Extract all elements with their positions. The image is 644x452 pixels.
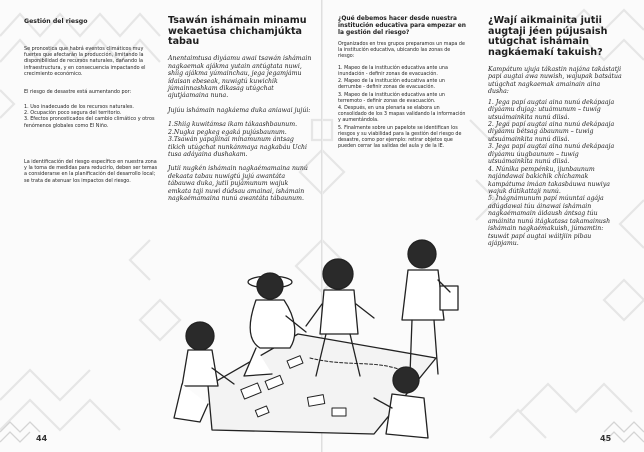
risk-management-heading: Gestión del riesgo (24, 18, 88, 25)
awajun-risk-title: Tsawán ishámain minamu wekaetúsa chichamjúkta tabau (168, 15, 307, 48)
risk-causes-list (24, 104, 160, 129)
awajun-cause-item: 2.Nugka pegkeg egaká pujúsbaunum. (168, 128, 287, 136)
risk-cause-item: 3. Efectos pronosticados del cambio climático y otros fenómenos globales como El Niño. (24, 116, 155, 129)
child-right-standing (402, 240, 458, 374)
awajun-cause-item: 1.Shiig kuwitámsa ikam tákaashbaunum. (168, 121, 298, 129)
mapping-steps-list (338, 66, 468, 151)
mapping-step-item: 1. Mapeo de la institución educativa ante una inundación - definir zonas de evacuación. (338, 65, 448, 77)
mapping-step-item: 5. Finalmente sobre un papelote se identifican los riesgos y su viabilidad para la gestión del riesgo de desastre, como por ejemplo: retirar objetos que pueden cerrar las salidas del aula y de la IE. (338, 125, 462, 150)
awajun-step-item: 2. Jega papí augtai aina nunú dekápaaja diyáamu bétsag ábaunum – tuwig utsuámainkita nunú diisá. (488, 121, 615, 143)
school-question-heading: ¿Qué debemos hacer desde nuestra institución educativa para empezar en la gestión del riesgo? (338, 16, 466, 36)
risk-cause-item: 1. Uso inadecuado de los recursos naturales. (24, 103, 134, 110)
mapping-step-item: 3. Mapeo de la institución educativa ante un terremoto - definir zonas de evacuación. (338, 92, 445, 104)
risk-cause-item: 2. Ocupación poco segura del territorio. (24, 110, 122, 117)
risk-increasing-paragraph: El riesgo de desastre está aumentando por: (24, 89, 132, 96)
awajun-groups-intro: Kampátum ujuja tákastin najána takástatji papi augtai awa nuwish, wajupak batsátua utúgchat nagkaemak amainain aina dusha: (488, 65, 622, 96)
risk-identification-paragraph: La identificación del riesgo específico en nuestra zona y la toma de medidas para reducirlo, deben ser temas a considerarse en la planificación del desarrollo local; se trata de atenuar los impactos del riesgo. (24, 158, 158, 184)
awajun-step-item: 1. Jega papí augtai aina nunú dekápaaja diyáamu dujag: utuámunum – tuwig utsuámainkita nunú diisá. (488, 98, 615, 121)
groups-intro-paragraph: Organizados en tres grupos preparamos un mapa de la institución educativa, ubicando las zonas de riesgo: (338, 41, 465, 60)
awajun-cause-item: 3.Tsawán yapajiinai mínamunum ántsag tikich utúgchat nunkánmaya nagkabáu Uchi tusa adáyaina dushakam. (168, 136, 308, 159)
awajun-paragraph-3: Jutii nugkén ishámain nagkaémamaina nunú dekaata tabau nuwigtú jujú awantáta tábauwa duka, jutii pujámunum wajuk emkata taji nuwi dúdsau amainai, ishámain nagkaémamaina nunú awantáta tábaunum. (168, 165, 308, 203)
left-page-number: 44 (36, 434, 48, 443)
mapping-step-item: 4. Después, en una plenaria se elabora un consolidado de los 3 mapas validando la información y aumentándola. (338, 106, 466, 124)
awajun-paragraph-1: Anentaimtusa diyáamu awai tsawán ishámain nagkaemak ajákma yutain antúgtata nuwi, shiig ajákma yúmainchau, jega jegamjámu ídaisan ebeseak, nuwigtú kuwichik júmainnashkam dikasag utúgchat ajutjáamaina nuna. (168, 55, 312, 100)
awajun-causes-list (168, 121, 313, 158)
awajun-paragraph-2: Jujúu ishámain nagkáema duka aniawai jujúi: (168, 106, 311, 114)
right-spanish-column (338, 16, 468, 152)
right-page-number: 45 (600, 434, 612, 443)
awajun-steps-list (488, 99, 623, 248)
climate-forecast-paragraph: Se pronostica que habrá eventos climáticos muy fuertes que afectarán la producción, limitando la disponibilidad de recursos naturales, dañando la infraestructura, y en consecuencia impactando el crecimiento económico. (24, 45, 146, 77)
awajun-step-item: 5. Inágnámunum papí múuntai agája adúgdawai túu áinawai ishámain nagkaémamain áidaush ántsag túu amáinita nunú itágkatasa takamainush ishámain nagkaémakuish, júmamtin: tsuwát papí augtai wáitjiin pibau ajápjamu. (488, 195, 611, 247)
children-mapping-illustration (160, 208, 490, 452)
mapping-step-item: 2. Mapeo de la institución educativa ante un derrumbe - definir zonas de evacuación. (338, 79, 445, 91)
left-spanish-column (24, 18, 160, 196)
left-awajun-column (168, 16, 313, 203)
awajun-question-title: ¿Wají aikmainita jutii augtaji jéen pújusaish utúgchat ishámain nagkáemakí takuish? (488, 15, 608, 59)
right-awajun-column (488, 16, 623, 247)
awajun-step-item: 4. Núnika pempénku, ijunbaunum najándawai bakichik chichamak kampátuma imáan takasbáuwa nuwiya wajuk dútikattaji nunú. (488, 165, 610, 195)
awajun-step-item: 3. Jega papí augtai aina nunú dekápaaja diyáamu úugbaunum – tuwig utsuámainkita nunú diisá. (488, 143, 615, 166)
